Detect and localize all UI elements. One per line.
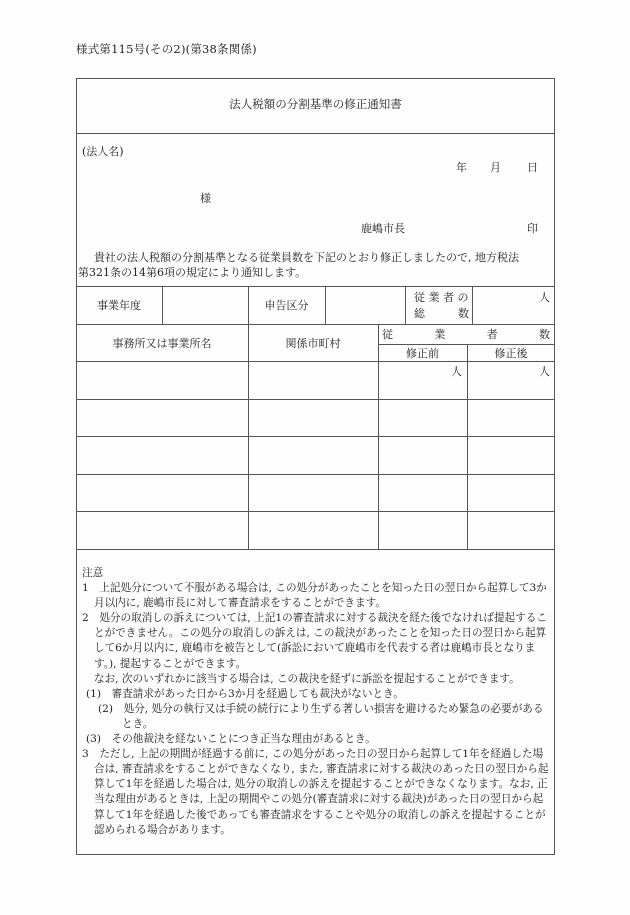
seal-mark: 印 — [527, 222, 538, 235]
fiscal-year-label: 事業年度 — [97, 299, 141, 312]
office-name-field[interactable] — [76, 361, 248, 399]
col-header-municipality: 関係市町村 — [285, 336, 341, 350]
document-title: 法人税額の分割基準の修正通知書 — [229, 97, 402, 111]
date-month[interactable]: 月 — [490, 161, 501, 174]
total-employees-label-2: 総 数 — [414, 307, 469, 320]
intro-line-2: 第321条の14第6項の規定により通知します。 — [78, 266, 307, 279]
employees-before-field[interactable] — [378, 399, 467, 437]
total-employees-unit: 人 — [539, 291, 550, 304]
cell-border — [405, 286, 406, 324]
addressee-honorific: 様 — [200, 192, 211, 205]
fiscal-year-field[interactable] — [162, 286, 248, 324]
col-header-employees — [382, 326, 550, 342]
col-header-char: 数 — [538, 328, 550, 341]
employees-after-field[interactable] — [467, 399, 555, 437]
intro-line-1: 貴社の法人税額の分割基準となる従業員数を下記のとおり修正しましたので, 地方税法 — [94, 251, 519, 264]
total-employees-label-1: 従 業 者 の — [414, 291, 469, 304]
col-header-char: 従 — [382, 328, 393, 341]
office-name-field[interactable] — [76, 436, 248, 474]
note-2: 2 処分の取消しの訴えについては, 上記1の審査請求に対する裁決を経た後でなければ提起することができません。この処分の取消しの訴えは, この裁決があったことを知った日の翌日から起算して6か月以内に, 鹿嶋市を被告として(訴訟において鹿嶋市を代表する者は鹿嶋市長となります。), 提起することができます。 — [82, 612, 547, 670]
office-name-field[interactable] — [76, 474, 248, 512]
municipality-field[interactable] — [248, 436, 378, 474]
divider — [76, 549, 555, 550]
notes-heading: 注意 — [82, 567, 104, 579]
note-2-item-3: (3) その他裁決を経ないことにつき正当な理由があるとき。 — [86, 733, 376, 746]
employees-after-field[interactable] — [467, 474, 555, 512]
filing-type-label: 申告区分 — [264, 299, 309, 312]
unit-label: 人 — [451, 365, 462, 378]
total-employees-field[interactable] — [473, 287, 533, 323]
col-header-char: 業 — [434, 328, 446, 341]
note-2-sub: なお, 次のいずれかに該当する場合は, この裁決を経ずに訴訟を提起することができます。 — [94, 672, 520, 685]
office-name-field[interactable] — [76, 399, 248, 437]
note-2-item-2: (2) 処分, 処分の執行又は手続の続行により生ずる著しい損害を避けるため緊急の必要があるとき。 — [98, 702, 544, 730]
note-2-item-1: (1) 審査請求があった日から3か月を経過しても裁決がないとき。 — [86, 687, 404, 700]
filing-type-field[interactable] — [325, 286, 405, 324]
col-header-office: 事務所又は事業所名 — [112, 336, 212, 350]
divider — [76, 133, 555, 134]
office-name-field[interactable] — [76, 511, 248, 549]
employees-before-field[interactable] — [378, 511, 467, 549]
date-year[interactable]: 年 — [456, 161, 467, 174]
employees-after-field[interactable] — [467, 511, 555, 549]
issuer-name: 鹿嶋市長 — [361, 222, 405, 235]
employees-before-field[interactable] — [378, 474, 467, 512]
municipality-field[interactable] — [248, 399, 378, 437]
col-header-char: 者 — [486, 328, 498, 341]
date-day[interactable]: 日 — [527, 161, 538, 174]
col-header-before: 修正前 — [406, 346, 439, 360]
municipality-field[interactable] — [248, 361, 378, 399]
unit-label: 人 — [539, 365, 550, 378]
col-header-after: 修正後 — [494, 346, 528, 360]
note-3: 3 ただし, 上記の期間が経過する前に, この処分があった日の翌日から起算して1年を経過した場合は, 審査請求をすることができなくなり, また, 審査請求に対する裁決のあった日の翌日から起算して1年を経過した場合は, 処分の取消しの訴えを提起することができなくなります。なお, 正当な理由があるときは, 上記の期間やこの処分(審査請求に対する裁決)があった日の翌日から起算して1年を経過した後であっても審査請求をすることや処分の取消しの訴えを提起することが認められる場合があります。 — [82, 748, 549, 836]
employees-after-field[interactable] — [467, 436, 555, 474]
notes-section — [82, 566, 552, 838]
form-number: 様式第115号(その2)(第38条関係) — [76, 42, 257, 56]
note-1: 1 上記処分について不服がある場合は, この処分があったことを知った日の翌日から起算して3か月以内に, 鹿嶋市長に対して審査請求をすることができます。 — [82, 582, 547, 610]
addressee-label: (法人名) — [82, 145, 124, 158]
municipality-field[interactable] — [248, 474, 378, 512]
employees-before-field[interactable] — [378, 436, 467, 474]
municipality-field[interactable] — [248, 511, 378, 549]
